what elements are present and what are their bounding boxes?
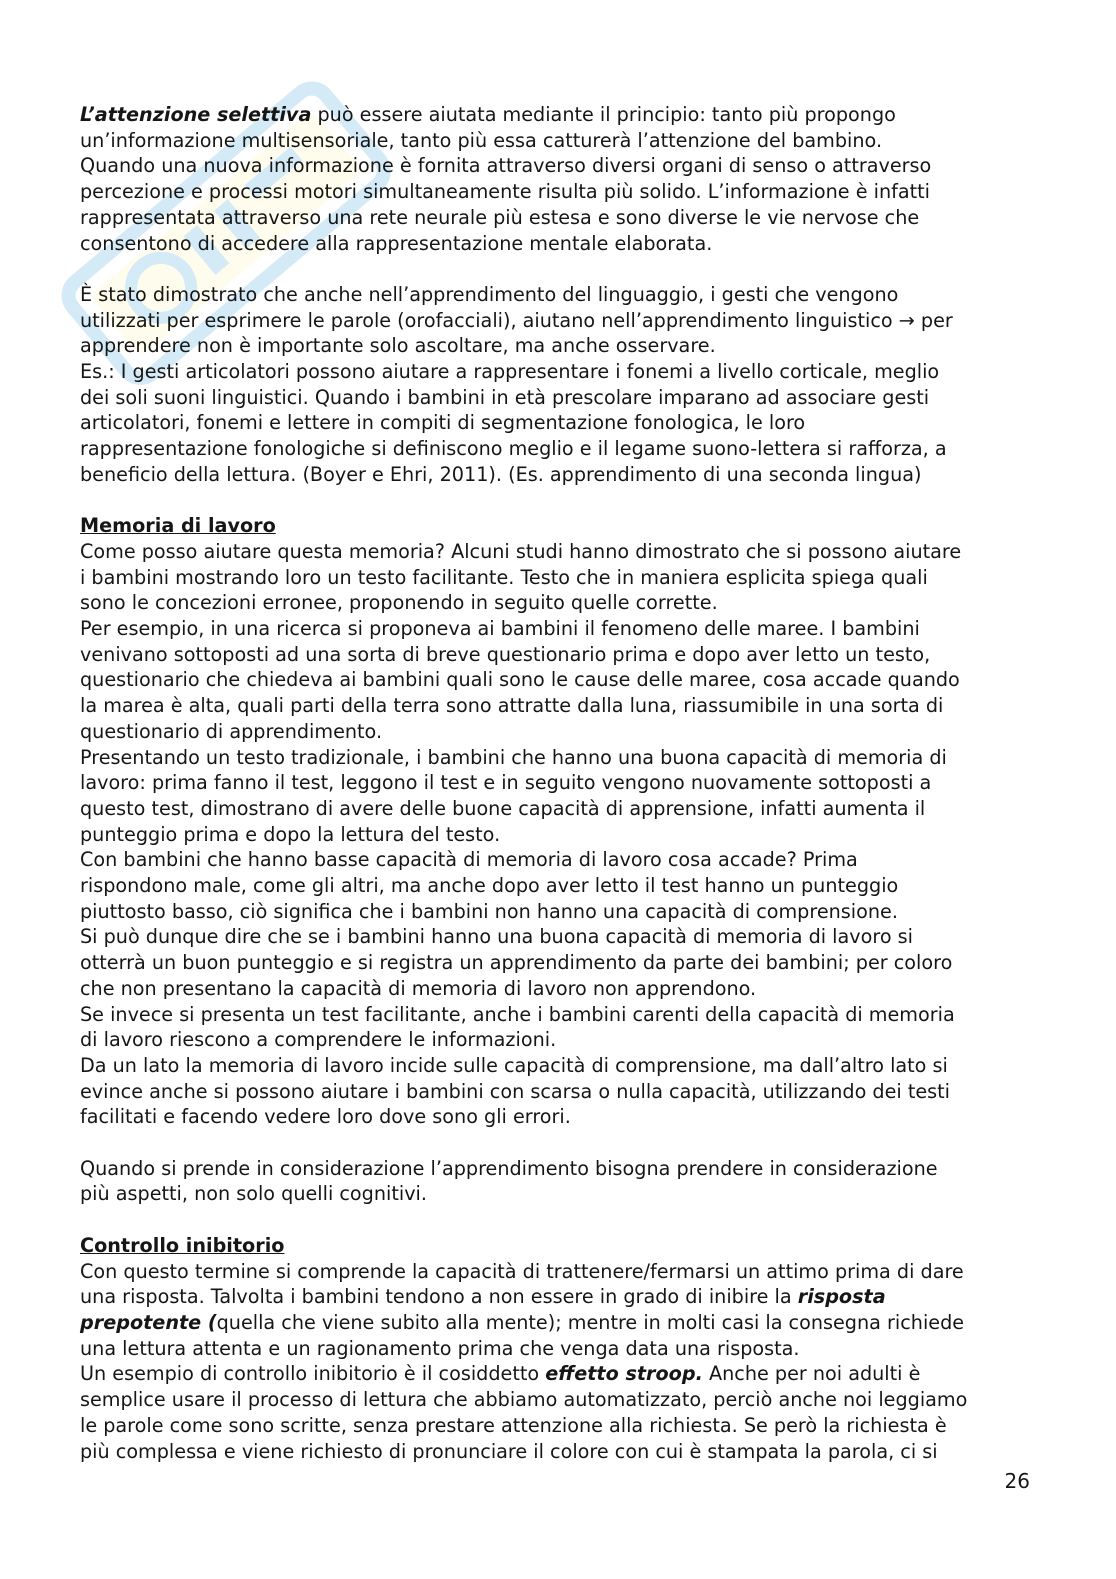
term-prepotente: prepotente (: [80, 1310, 217, 1334]
term-effetto-stroop: effetto stroop.: [545, 1362, 703, 1386]
paragraph-controllo: Con questo termine si comprende la capacità di trattenere/fermarsi un attimo prima di dare una risposta. Talvolta i bambini tendono a non essere in grado di inibire la risposta prepotente (quella che viene subito alla mente); mentre in molti casi la consegna richiede una lettura attenta e un ragionamento prima che venga data una risposta. Un esempio di controllo inibitorio è il cosiddetto effetto stroop. Anche per noi adulti è semplice usare il processo di lettura che abbiamo automatizzato, perciò anche noi leggiamo le parole come sono scritte, senza prestare attenzione alla richiesta. Se però la richiesta è più complessa e viene richiesto di pronunciare il colore con cui è stampata la parola, ci si: [80, 1259, 968, 1463]
term-risposta: risposta: [797, 1285, 886, 1309]
term-attenzione-selettiva: L’attenzione selettiva: [80, 103, 312, 126]
paragraph-apprendimento: Quando si prende in considerazione l’apprendimento bisogna prendere in considerazione più aspetti, non solo quelli cognitivi.: [80, 1156, 938, 1206]
page-content: [80, 102, 1040, 1464]
paragraph-memoria: Come posso aiutare questa memoria? Alcuni studi hanno dimostrato che si possono aiutare i bambini mostrando loro un testo facilitante. Testo che in maniera esplicita spiega quali sono le concezioni erronee, proponendo in seguito quelle corrette. Per esempio, in una ricerca si proponeva ai bambini il fenomeno delle maree. I bambini venivano sottoposti ad una sorta di breve questionario prima e dopo aver letto un testo, questionario che chiedeva ai bambini quali sono le cause delle maree, cosa accade quando la marea è alta, quali parti della terra sono attratte dalla luna, riassumibile in una sorta di questionario di apprendimento. Presentando un testo tradizionale, i bambini che hanno una buona capacità di memoria di lavoro: prima fanno il test, leggono il test e in seguito vengono nuovamente sottoposti a questo test, dimostrano di avere delle buone capacità di apprensione, infatti aumenta il punteggio prima e dopo la lettura del testo. Con bambini che hanno basse capacità di memoria di lavoro cosa accade? Prima rispondono male, come gli altri, ma anche dopo aver letto il test hanno un punteggio piuttosto basso, ciò significa che i bambini non hanno una capacità di comprensione. Si può dunque dire che se i bambini hanno una buona capacità di memoria di lavoro si otterrà un buon punteggio e si registra un apprendimento da parte dei bambini; per coloro che non presentano la capacità di memoria di lavoro non apprendono. Se invece si presenta un test facilitante, anche i bambini carenti della capacità di memoria di lavoro riescono a comprendere le informazioni. Da un lato la memoria di lavoro incide sulle capacità di comprensione, ma dall’altro lato si evince anche si possono aiutare i bambini con scarsa o nulla capacità, utilizzando dei testi facilitati e facendo vedere loro dove sono gli errori.: [80, 539, 962, 1129]
heading-memoria-di-lavoro: Memoria di lavoro: [80, 514, 276, 538]
paragraph-attenzione: L’attenzione selettiva può essere aiutata mediante il principio: tanto più propongo un’informazione multisensoriale, tanto più essa catturerà l’attenzione del bambino. Quando una nuova informazione è fornita attraverso diversi organi di senso o attraverso percezione e processi motori simultaneamente risulta più solido. L’informazione è infatti rappresentata attraverso una rete neurale più estesa e sono diverse le vie nervose che consentono di accedere alla rappresentazione mentale elaborata.: [80, 103, 932, 255]
page-number: 26: [1004, 1469, 1030, 1493]
paragraph-gesti: È stato dimostrato che anche nell’apprendimento del linguaggio, i gesti che vengono utilizzati per esprimere le parole (orofacciali), aiutano nell’apprendimento linguistico → per apprendere non è importante solo ascoltare, ma anche osservare. Es.: I gesti articolatori possono aiutare a rappresentare i fonemi a livello corticale, meglio dei soli suoni linguistici. Quando i bambini in età prescolare imparano ad associare gesti articolatori, fonemi e lettere in compiti di segmentazione fonologica, le loro rappresentazione fonologiche si definiscono meglio e il legame suono-lettera si rafforza, a beneficio della lettura. (Boyer e Ehri, 2011). (Es. apprendimento di una seconda lingua): [80, 282, 953, 486]
heading-controllo-inibitorio: Controllo inibitorio: [80, 1233, 285, 1257]
